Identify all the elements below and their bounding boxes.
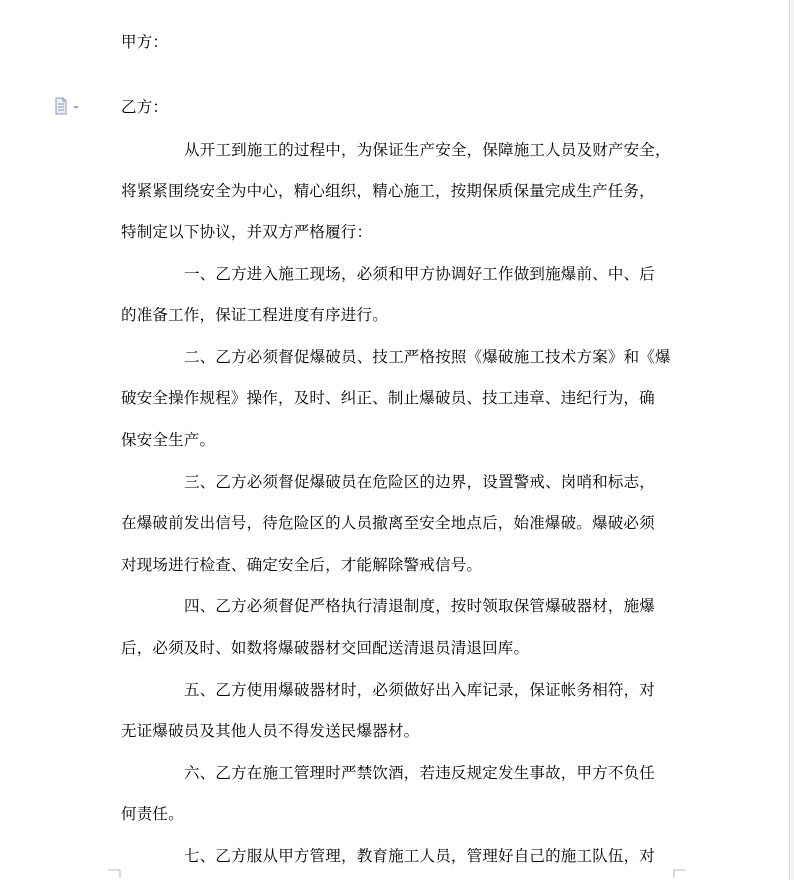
paragraph-line: 从开工到施工的过程中，为保证生产安全，保障施工人员及财产安全， (184, 141, 671, 159)
page-corner-mark-right (672, 868, 686, 878)
page-edge-scrollbar[interactable] (789, 0, 794, 880)
paragraph-line: 二、乙方必须督促爆破员、技工严格按照《爆破施工技术方案》和《爆 (184, 348, 671, 366)
paragraph-line: 破安全操作规程》操作，及时、纠正、制止爆破员、技工违章、违纪行为，确 (121, 389, 655, 407)
paragraph-line: 何责任。 (121, 805, 184, 823)
paragraph-line: 后，必须及时、如数将爆破器材交回配送清退员清退回库。 (121, 639, 530, 657)
paragraph-line: 特制定以下协议，并双方严格履行： (121, 223, 373, 241)
paragraph-line: 将紧紧围绕安全为中心，精心组织，精心施工，按期保质保量完成生产任务， (121, 182, 655, 200)
paragraph-line: 一、乙方进入施工现场，必须和甲方协调好工作做到施爆前、中、后 (184, 265, 656, 283)
paragraph-line: 的准备工作，保证工程进度有序进行。 (121, 306, 388, 324)
page-corner-mark-left (108, 868, 122, 878)
paragraph-line: 无证爆破员及其他人员不得发送民爆器材。 (121, 722, 420, 740)
paragraph-line: 五、乙方使用爆破器材时，必须做好出入库记录，保证帐务相符，对 (184, 681, 656, 699)
paragraph-line: 保安全生产。 (121, 431, 216, 449)
party-a-label: 甲方： (121, 33, 169, 51)
paragraph-line: 对现场进行检查、确定安全后，才能解除警戒信号。 (121, 556, 483, 574)
paragraph-line: 七、乙方服从甲方管理，教育施工人员，管理好自己的施工队伍，对 (184, 847, 656, 865)
party-b-label: 乙方： (121, 98, 169, 116)
paragraph-line: 在爆破前发出信号，待危险区的人员撤离至安全地点后，始准爆破。爆破必须 (121, 514, 655, 532)
paragraph-line: 三、乙方必须督促爆破员在危险区的边界，设置警戒、岗哨和标志， (184, 473, 656, 491)
paragraph-line: 四、乙方必须督促严格执行清退制度，按时领取保管爆破器材，施爆 (184, 597, 656, 615)
paragraph-line: 六、乙方在施工管理时严禁饮酒，若违反规定发生事故，甲方不负任 (184, 764, 656, 782)
document-options-icon[interactable] (54, 97, 84, 115)
